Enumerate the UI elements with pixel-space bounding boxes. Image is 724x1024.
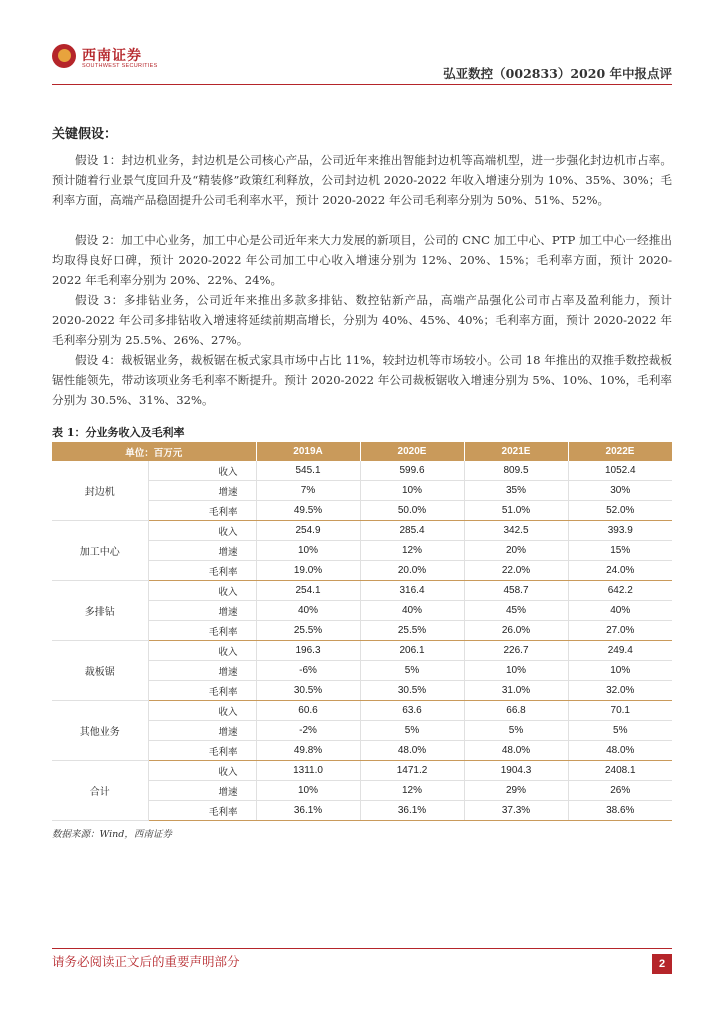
metric-name-cell: 增速	[148, 721, 256, 741]
logo-mark-icon	[52, 44, 76, 68]
value-cell: 10%	[568, 661, 672, 681]
value-cell: 458.7	[464, 581, 568, 601]
value-cell: 31.0%	[464, 681, 568, 701]
segment-name-cell: 合计	[52, 761, 148, 821]
value-cell: 342.5	[464, 521, 568, 541]
value-cell: 51.0%	[464, 501, 568, 521]
table-row	[52, 701, 672, 721]
value-cell: 49.8%	[256, 741, 360, 761]
column-header: 2019A	[256, 442, 360, 461]
value-cell: 393.9	[568, 521, 672, 541]
report-title: 弘亚数控（002833）2020 年中报点评	[443, 66, 672, 81]
value-cell: 36.1%	[360, 801, 464, 821]
value-cell: 254.1	[256, 581, 360, 601]
metric-name-cell: 收入	[148, 761, 256, 781]
segment-name-cell: 其他业务	[52, 701, 148, 761]
metric-name-cell: 增速	[148, 781, 256, 801]
unit-header: 单位：百万元	[52, 442, 256, 461]
metric-name-cell: 收入	[148, 521, 256, 541]
value-cell: 25.5%	[256, 621, 360, 641]
value-cell: 45%	[464, 601, 568, 621]
value-cell: 19.0%	[256, 561, 360, 581]
metric-name-cell: 毛利率	[148, 501, 256, 521]
value-cell: 1471.2	[360, 761, 464, 781]
table-row	[52, 641, 672, 661]
header-divider	[52, 84, 672, 85]
value-cell: 5%	[360, 721, 464, 741]
value-cell: 7%	[256, 481, 360, 501]
value-cell: 48.0%	[568, 741, 672, 761]
value-cell: 20.0%	[360, 561, 464, 581]
assumption-paragraph-3: 假设 3：多排钻业务，公司近年来推出多款多排钻、数控钻新产品，高端产品强化公司市占率及盈利能力，预计 2020-2022 年公司多排钻收入增速将延续前期高增长，分别为 40%、45%、40%；毛利率方面，预计 2020-2022 年毛利率分别为 25.5%、26%、27%。	[52, 293, 672, 347]
value-cell: 285.4	[360, 521, 464, 541]
value-cell: 545.1	[256, 461, 360, 481]
metric-name-cell: 增速	[148, 601, 256, 621]
value-cell: 15%	[568, 541, 672, 561]
value-cell: 25.5%	[360, 621, 464, 641]
value-cell: -2%	[256, 721, 360, 741]
value-cell: 1904.3	[464, 761, 568, 781]
value-cell: 52.0%	[568, 501, 672, 521]
value-cell: 60.6	[256, 701, 360, 721]
table-header-row	[52, 442, 672, 461]
value-cell: 50.0%	[360, 501, 464, 521]
value-cell: 27.0%	[568, 621, 672, 641]
metric-name-cell: 毛利率	[148, 801, 256, 821]
value-cell: 226.7	[464, 641, 568, 661]
value-cell: 24.0%	[568, 561, 672, 581]
value-cell: 35%	[464, 481, 568, 501]
value-cell: 40%	[568, 601, 672, 621]
column-header: 2021E	[464, 442, 568, 461]
value-cell: 29%	[464, 781, 568, 801]
metric-name-cell: 收入	[148, 581, 256, 601]
value-cell: 5%	[464, 721, 568, 741]
value-cell: 2408.1	[568, 761, 672, 781]
value-cell: 66.8	[464, 701, 568, 721]
metric-name-cell: 增速	[148, 661, 256, 681]
value-cell: 30.5%	[360, 681, 464, 701]
value-cell: 10%	[256, 541, 360, 561]
metric-name-cell: 收入	[148, 461, 256, 481]
segment-name-cell: 封边机	[52, 461, 148, 521]
value-cell: 48.0%	[360, 741, 464, 761]
value-cell: 249.4	[568, 641, 672, 661]
value-cell: 37.3%	[464, 801, 568, 821]
company-logo	[52, 44, 158, 74]
metric-name-cell: 毛利率	[148, 681, 256, 701]
value-cell: 63.6	[360, 701, 464, 721]
value-cell: 70.1	[568, 701, 672, 721]
value-cell: 22.0%	[464, 561, 568, 581]
value-cell: 1311.0	[256, 761, 360, 781]
metric-name-cell: 增速	[148, 541, 256, 561]
footer-divider	[52, 948, 672, 949]
value-cell: 49.5%	[256, 501, 360, 521]
value-cell: 196.3	[256, 641, 360, 661]
segment-name-cell: 裁板锯	[52, 641, 148, 701]
metric-name-cell: 毛利率	[148, 621, 256, 641]
value-cell: 5%	[568, 721, 672, 741]
value-cell: 642.2	[568, 581, 672, 601]
data-source-note: 数据来源：Wind，西南证券	[52, 829, 172, 840]
segment-revenue-table	[52, 442, 673, 821]
page-number: 2	[652, 954, 672, 974]
segment-name-cell: 加工中心	[52, 521, 148, 581]
assumption-paragraph-2: 假设 2：加工中心业务，加工中心是公司近年来大力发展的新项目，公司的 CNC 加工中心、PTP 加工中心一经推出均取得良好口碑，预计 2020-2022 年公司加工中心收入增速分别为 12%、20%、15%；毛利率方面，预计 2020-2022 年毛利率分别为 20%、22%、24%。	[52, 233, 672, 287]
table-body	[52, 461, 672, 821]
metric-name-cell: 增速	[148, 481, 256, 501]
table-row	[52, 761, 672, 781]
table-caption: 表 1：分业务收入及毛利率	[52, 426, 185, 439]
logo-name: 西南证券	[82, 48, 142, 64]
value-cell: 12%	[360, 541, 464, 561]
value-cell: 10%	[256, 781, 360, 801]
value-cell: 206.1	[360, 641, 464, 661]
section-title: 关键假设：	[52, 127, 118, 142]
value-cell: 5%	[360, 661, 464, 681]
value-cell: 48.0%	[464, 741, 568, 761]
logo-english-name: SOUTHWEST SECURITIES	[82, 63, 158, 69]
metric-name-cell: 收入	[148, 701, 256, 721]
table-row	[52, 521, 672, 541]
value-cell: 12%	[360, 781, 464, 801]
value-cell: 10%	[464, 661, 568, 681]
value-cell: 26.0%	[464, 621, 568, 641]
table-row	[52, 581, 672, 601]
value-cell: 36.1%	[256, 801, 360, 821]
value-cell: 30%	[568, 481, 672, 501]
value-cell: 10%	[360, 481, 464, 501]
column-header: 2020E	[360, 442, 464, 461]
column-header: 2022E	[568, 442, 672, 461]
value-cell: 809.5	[464, 461, 568, 481]
metric-name-cell: 收入	[148, 641, 256, 661]
footer-disclaimer: 请务必阅读正文后的重要声明部分	[52, 954, 240, 969]
value-cell: 316.4	[360, 581, 464, 601]
value-cell: 254.9	[256, 521, 360, 541]
value-cell: 40%	[360, 601, 464, 621]
value-cell: 599.6	[360, 461, 464, 481]
table-row	[52, 461, 672, 481]
assumption-paragraph-1: 假设 1：封边机业务，封边机是公司核心产品，公司近年来推出智能封边机等高端机型，进一步强化封边机市占率。预计随着行业景气度回升及“精装修”政策红利释放，公司封边机 2020-2022 年收入增速分别为 10%、35%、30%；毛利率方面，高端产品稳固提升公司毛利率水平，预计 2020-2022 年公司毛利率分别为 50%、51%、52%。	[52, 153, 672, 207]
metric-name-cell: 毛利率	[148, 561, 256, 581]
value-cell: -6%	[256, 661, 360, 681]
assumption-paragraph-4: 假设 4：裁板锯业务，裁板锯在板式家具市场中占比 11%，较封边机等市场较小。公司 18 年推出的双推手数控裁板锯性能领先，带动该项业务毛利率不断提升。预计 2020-2022 年公司裁板锯收入增速分别为 5%、10%、10%，毛利率分别为 30.5%、31%、32%。	[52, 353, 672, 407]
value-cell: 20%	[464, 541, 568, 561]
value-cell: 30.5%	[256, 681, 360, 701]
value-cell: 1052.4	[568, 461, 672, 481]
value-cell: 26%	[568, 781, 672, 801]
value-cell: 40%	[256, 601, 360, 621]
metric-name-cell: 毛利率	[148, 741, 256, 761]
value-cell: 32.0%	[568, 681, 672, 701]
value-cell: 38.6%	[568, 801, 672, 821]
segment-name-cell: 多排钻	[52, 581, 148, 641]
